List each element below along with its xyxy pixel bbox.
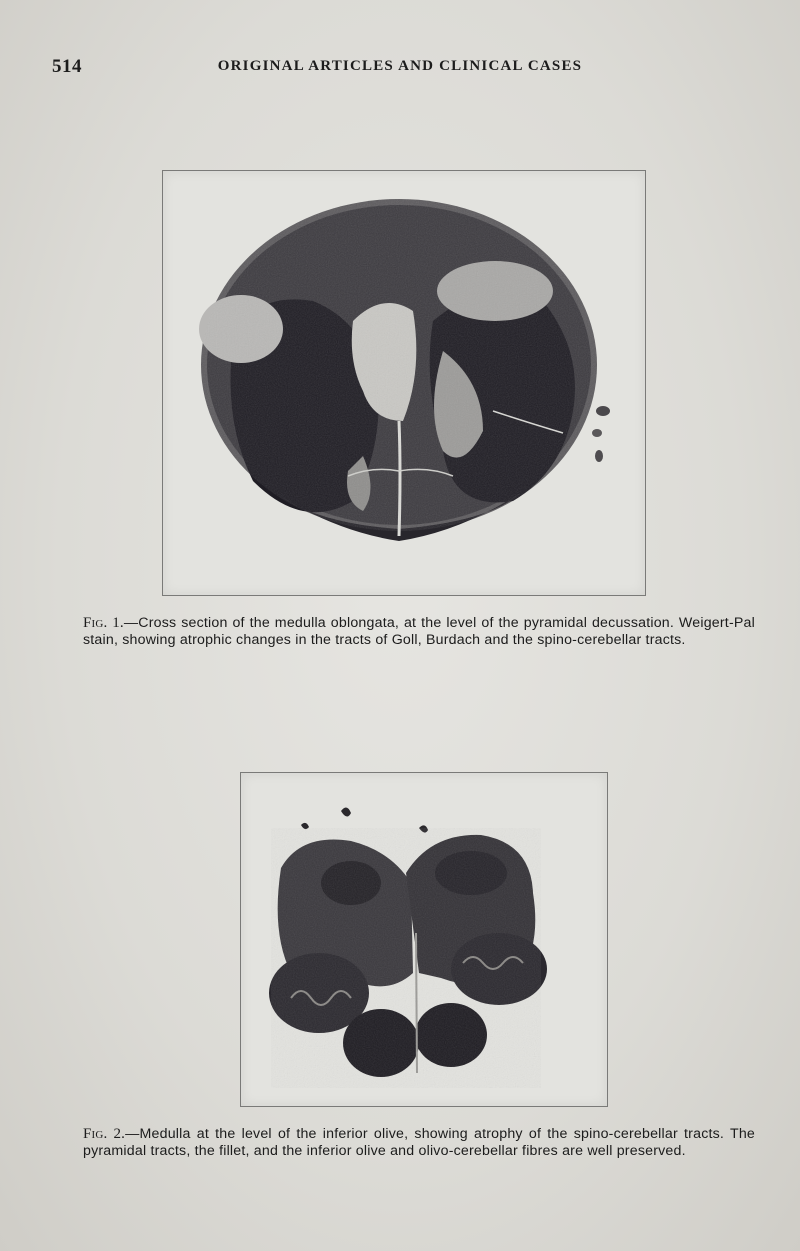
page-number: 514 — [52, 56, 82, 77]
medulla-olive-section-image — [241, 773, 607, 1106]
figure-2-photomicrograph — [240, 772, 608, 1107]
figure-2-label: Fig. 2. — [83, 1126, 126, 1142]
figure-1-caption-text: —Cross section of the medulla oblongata, at the level of the pyramidal decussation. Weigert-Pal stain, showing atrophic changes in the tracts of Goll, Burdach and the spino-cerebellar tracts. — [83, 615, 755, 648]
page-header — [0, 56, 800, 80]
figure-2-caption-text: —Medulla at the level of the inferior olive, showing atrophy of the spino-cerebellar tracts. The pyramidal tracts, the fillet, and the inferior olive and olivo-cerebellar fibres are well preserved. — [83, 1126, 756, 1159]
figure-1-label: Fig. 1. — [83, 615, 124, 631]
medulla-cross-section-image — [163, 171, 645, 595]
figure-1-caption — [83, 615, 755, 649]
figure-1-photomicrograph — [162, 170, 646, 596]
figure-2-caption — [83, 1126, 755, 1160]
running-title: ORIGINAL ARTICLES AND CLINICAL CASES — [217, 58, 583, 74]
